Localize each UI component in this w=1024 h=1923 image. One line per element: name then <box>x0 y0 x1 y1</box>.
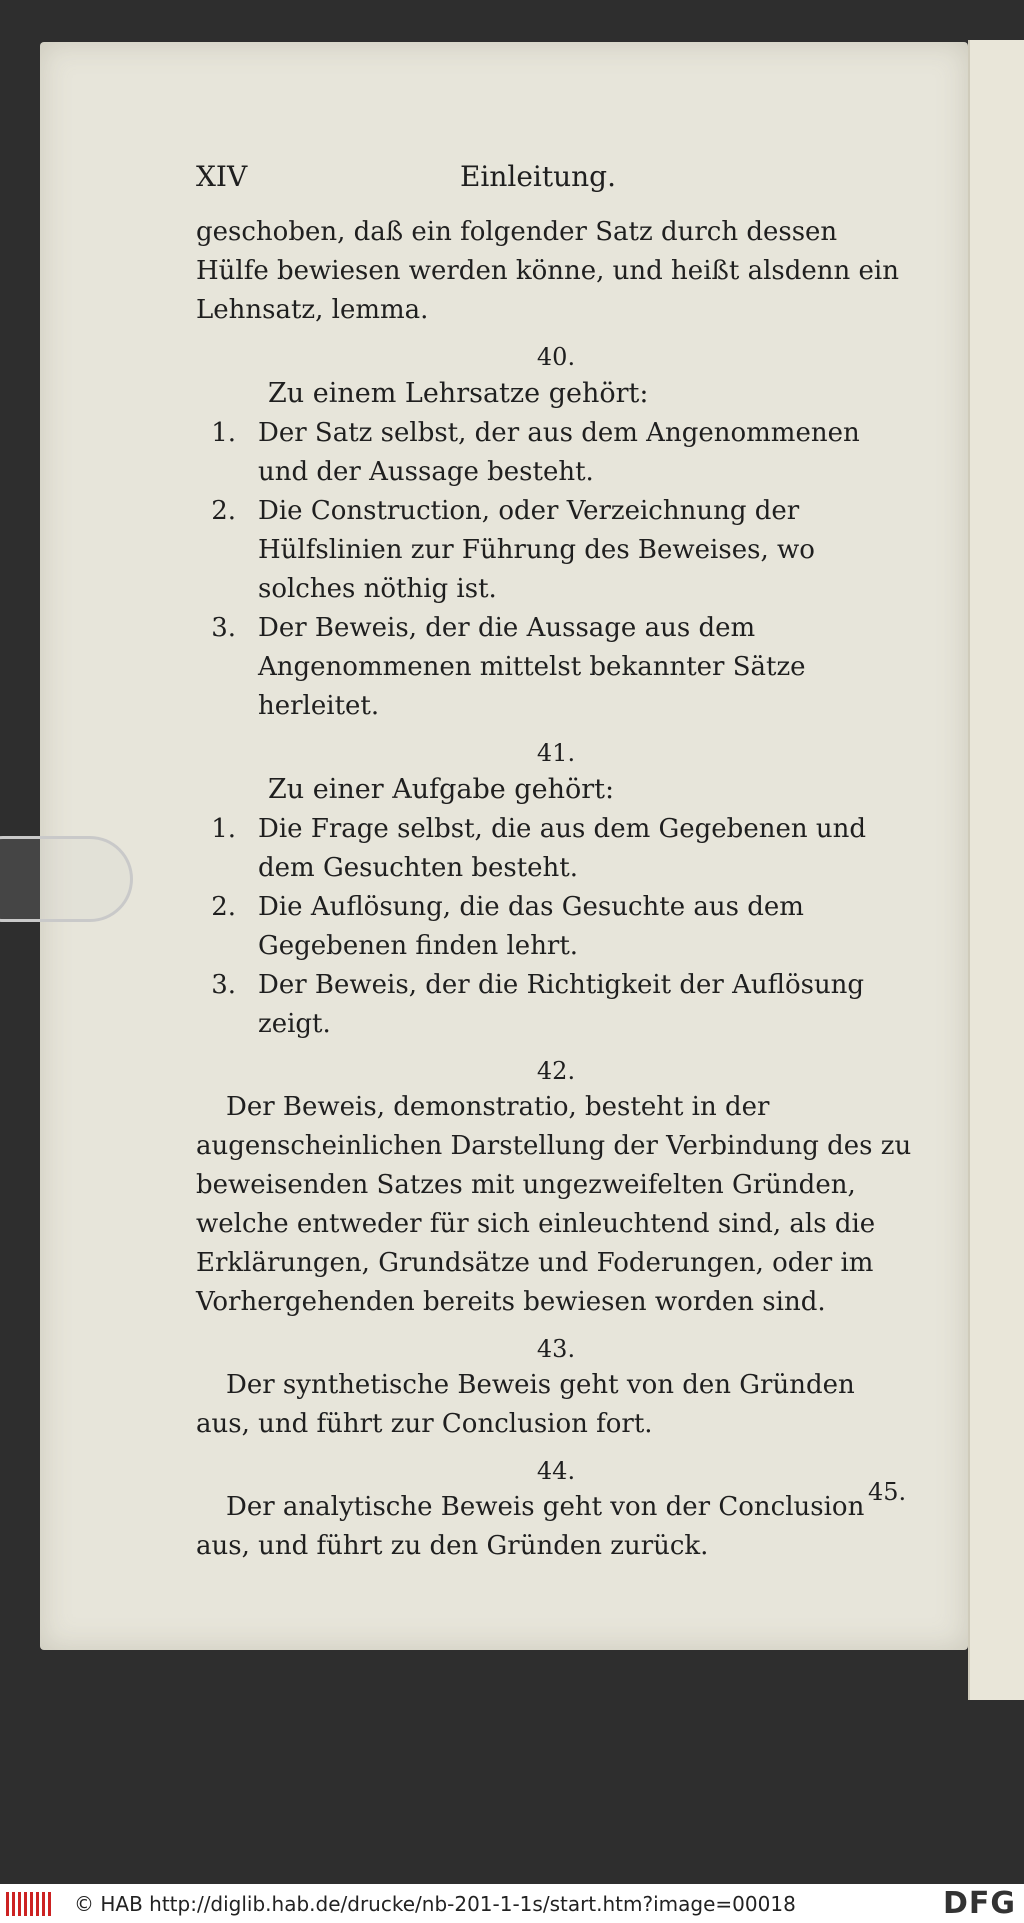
item-text: Die Auflösung, die das Gesuchte aus dem Gegebenen finden lehrt. <box>258 892 804 961</box>
item-text: Der Satz selbst, der aus dem Angenommenen und der Aussage besteht. <box>258 418 860 487</box>
list-item <box>196 414 916 492</box>
list-item <box>196 492 916 609</box>
item-text: Der Beweis, der die Richtigkeit der Auflösung zeigt. <box>258 970 865 1039</box>
list-item <box>196 810 916 888</box>
section-number-40: 40. <box>536 343 576 371</box>
section-41-list <box>196 810 916 1044</box>
section-41-heading: Zu einer Aufgabe gehört: <box>268 774 615 805</box>
running-header <box>196 160 616 193</box>
section-40-list <box>196 414 916 726</box>
page-number: XIV <box>196 160 248 193</box>
page-text <box>196 160 916 1566</box>
item-text: Die Frage selbst, die aus dem Gegebenen und dem Gesuchten besteht. <box>258 814 866 883</box>
item-number: 1. <box>211 814 236 844</box>
item-number: 1. <box>211 418 236 448</box>
section-43-paragraph: Der synthetische Beweis geht von den Gründen aus, und führt zur Conclusion fort. <box>196 1370 855 1439</box>
footer-bar <box>0 1884 1024 1923</box>
list-item <box>196 609 916 726</box>
item-number: 2. <box>211 892 236 922</box>
item-number: 3. <box>211 613 236 643</box>
page-clip <box>0 836 133 922</box>
list-item <box>196 888 916 966</box>
running-title: Einleitung. <box>459 160 616 193</box>
item-text: Der Beweis, der die Aussage aus dem Angenommenen mittelst bekannter Sätze herleitet. <box>258 613 806 721</box>
section-number-44: 44. <box>536 1457 576 1485</box>
item-text: Die Construction, oder Verzeichnung der Hülfslinien zur Führung des Beweises, wo solches nöthig ist. <box>258 496 815 604</box>
section-42-paragraph: Der Beweis, demonstratio, besteht in der augenscheinlichen Darstellung der Verbindung des zu beweisenden Satzes mit ungezweifelten Gründen, welche entweder für sich einleuchtend sind, als die Erklärungen, Grundsätze und Foderungen, oder im Vorhergehenden bereits bewiesen worden sind. <box>196 1092 912 1317</box>
section-40-heading: Zu einem Lehrsatze gehört: <box>268 378 649 409</box>
list-item <box>196 966 916 1044</box>
adjacent-page-edge <box>968 40 1024 1700</box>
item-number: 2. <box>211 496 236 526</box>
section-44-paragraph: Der analytische Beweis geht von der Conclusion aus, und führt zu den Gründen zurück. <box>196 1492 865 1561</box>
footer-credit-link[interactable]: © HAB http://diglib.hab.de/drucke/nb-201-1-1s/start.htm?image=00018 <box>74 1891 796 1916</box>
section-number-43: 43. <box>536 1335 576 1363</box>
section-number-42: 42. <box>536 1057 576 1085</box>
item-number: 3. <box>211 970 236 1000</box>
dfg-logo: DFG <box>942 1886 1016 1921</box>
catchword: 45. <box>868 1478 907 1506</box>
library-logo-icon <box>6 1892 54 1916</box>
section-number-41: 41. <box>536 739 576 767</box>
intro-paragraph: geschoben, daß ein folgender Satz durch dessen Hülfe bewiesen werden könne, und heißt alsdenn ein Lehnsatz, lemma. <box>196 217 899 325</box>
